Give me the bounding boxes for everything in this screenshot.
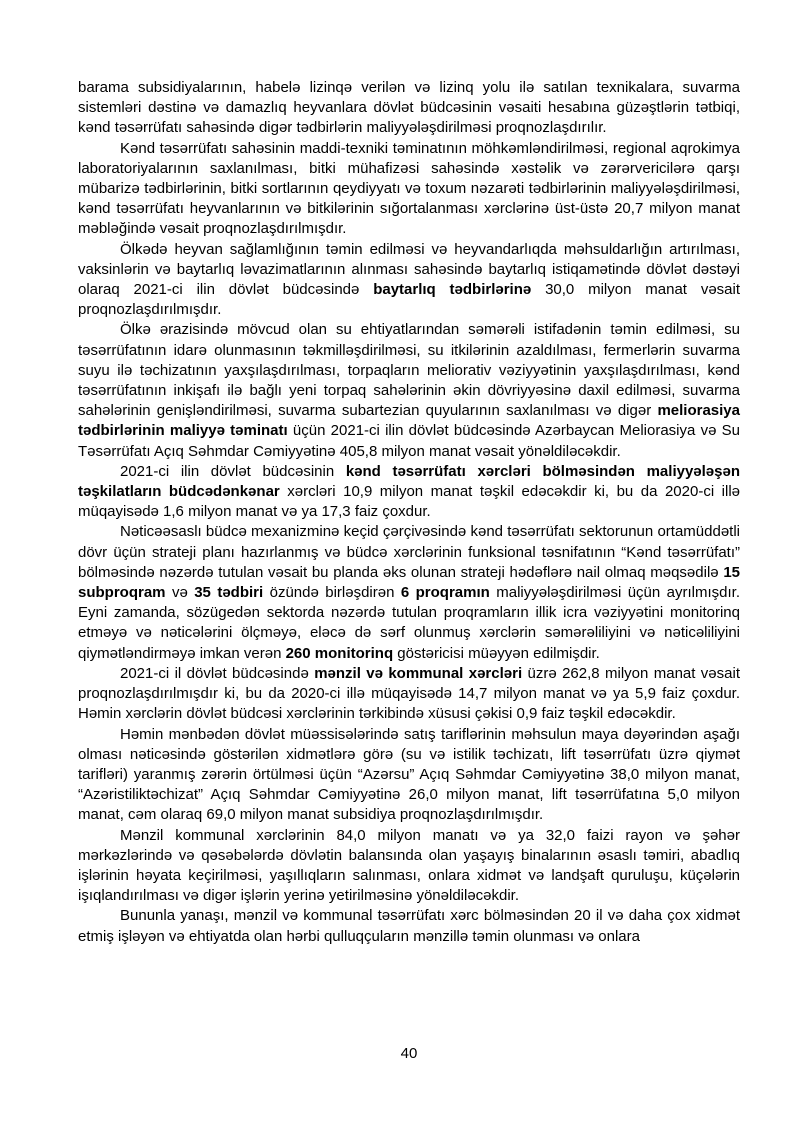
text-run: 2021-ci il dövlət büdcəsində <box>120 664 315 682</box>
text-run: və <box>165 584 195 602</box>
text-run: 2021-ci ilin dövlət büdcəsinin <box>120 462 346 480</box>
bold-text-run: 6 proqramın <box>400 584 490 602</box>
bold-text-run: 35 tədbiri <box>194 584 264 602</box>
paragraph-3 <box>78 240 740 321</box>
paragraph-7 <box>78 664 740 725</box>
text-run: Ölkədə heyvan sağlamlığının təmin edilməsi və heyvandarlıqda məhsuldarlığın artırılması, vaksinlərin və baytarlıq ləvazimatlarının alınması sahəsində baytarlıq istiqamətində dövlət dəstəyi olaraq 2021-ci ilin dövlət büdcəsində <box>78 240 740 299</box>
text-run: xərcləri 10,9 milyon manat təşkil edəcəkdir ki, bu da 2020-ci illə müqayisədə 1,6 milyon manat və ya 17,3 faiz çoxdur. <box>78 483 741 521</box>
paragraph-2 <box>78 139 740 240</box>
paragraph-1 <box>78 78 740 139</box>
bold-text-run: 260 monitorinq <box>285 644 394 662</box>
text-run: Kənd təsərrüfatı sahəsinin maddi-texniki təminatının möhkəmləndirilməsi, regional aqrokimya laboratoriyalarının saxlanılması, bitki mühafizəsi sahəsində xəstəlik və zərərvericilərə qarşı mübarizə tədbirlərinin, bitki sortlarının qeydiyyatı və toxum nəzarəti tədbirlərinin maliyyələşdirilməsi, kənd təsərrüfatı heyvanlarının və bitkilərinin sığortalanması xərclərinə üst-üstə 20,7 milyon manat məbləğində vəsait proqnozlaşdırılmışdır. <box>78 139 740 238</box>
text-run: Bununla yanaşı, mənzil və kommunal təsərrüfatı xərc bölməsindən 20 il və daha çox xidmət etmiş işləyən və ehtiyatda olan hərbi qulluqçuların mənzillə təmin olunması və onlara <box>78 907 740 945</box>
text-run: maliyyələşdirilməsi üçün ayrılmışdır. Eyni zamanda, sözügedən sektorda nəzərdə tutulan proqramların illik icra vəziyyətini monitorinq etməyə və nəticələrini ölçməyə, eləcə də sərf olunmuş xərclərin səmərəliliyini və nəticəliliyini qiymətləndirməyə imkan verən <box>78 584 741 662</box>
text-run: üzrə 262,8 milyon manat vəsait proqnozlaşdırılmışdır ki, bu da 2020-ci illə müqayisədə 14,7 milyon manat və ya 5,9 faiz çoxdur. Həmin xərclərin dövlət büdcəsi xərclərinin tərkibində xüsusi çəkisi 0,9 faiz təşkil edəcəkdir. <box>78 664 740 723</box>
paragraph-5 <box>78 462 740 523</box>
text-run: Mənzil kommunal xərclərinin 84,0 milyon manatı və ya 32,0 faizi rayon və şəhər mərkəzlərində və qəsəbələrdə dövlətin balansında olan yaşayış binalarının əsaslı təmiri, abadlıq işlərinin həyata keçirilməsi, yaşıllıqların salınması, onlara xidmət və landşaft quruluşu, küçələrin işıqlandırılması və digər işlərin yerinə yetirilməsinə yönəldiləcəkdir. <box>78 826 740 905</box>
text-run: Ölkə ərazisində mövcud olan su ehtiyatlarından səmərəli istifadənin təmin edilməsi, su təsərrüfatının idarə olunmasının təkmilləşdirilməsi, su itkilərinin azaldılması, fermerlərin suvarma suyu ilə təchizatının yaxşılaşdırılması, torpaqların meliorativ vəziyyətinin yaxşılaşdırılması, kənd təsərrüfatının inkişafı ilə bağlı yeni torpaq sahələrinin əkin dövriyyəsinə daxil edilməsi, suvarma sahələrinin genişləndirilməsi, suvarma subartezian quyularının saxlanılması və digər <box>78 321 740 420</box>
document-body <box>78 78 740 947</box>
paragraph-6 <box>78 522 740 663</box>
paragraph-9 <box>78 826 740 907</box>
paragraph-10 <box>78 906 740 946</box>
bold-text-run: 15 subproqram <box>78 563 740 602</box>
bold-text-run: meliorasiya tədbirlərinin maliyyə təminatı <box>78 402 740 440</box>
paragraph-4 <box>78 320 740 461</box>
text-run: üçün 2021-ci ilin dövlət büdcəsində Azərbaycan Meliorasiya və Su Təsərrüfatı Açıq Səhmdar Cəmiyyətinə 405,8 milyon manat vəsait yönəldiləcəkdir. <box>78 422 740 460</box>
paragraph-8 <box>78 725 740 826</box>
text-run: barama subsidiyalarının, habelə lizinqə verilən və lizinq yolu ilə satılan texnikalara, suvarma sistemləri dəstinə və damazlıq heyvanlara dövlət büdcəsinin vəsaiti hesabına güzəştlərin tətbiqi, kənd təsərrüfatı sahəsində digər tədbirlərin maliyyələşdirilməsi proqnozlaşdırılır. <box>78 79 740 137</box>
page-number: 40 <box>400 1045 418 1062</box>
bold-text-run: mənzil və kommunal xərcləri <box>314 664 523 682</box>
text-run: 30,0 milyon manat vəsait proqnozlaşdırılmışdır. <box>78 281 740 319</box>
text-run: göstəricisi müəyyən edilmişdir. <box>393 644 600 662</box>
text-run: Nəticəəsaslı büdcə mexanizminə keçid çərçivəsində kənd təsərrüfatı sektorunun ortamüddətli dövr üçün strateji planı hazırlanmış və büdcə xərclərinin funksional təsnifatının “Kənd təsərrüfatı” bölməsində nəzərdə tutulan vəsait bu planda əks olunan strateji hədəflərə nail olmaq məqsədilə <box>78 523 740 581</box>
bold-text-run: kənd təsərrüfatı xərcləri bölməsindən maliyyələşən təşkilatların büdcədənkənar <box>78 462 740 501</box>
text-run: özündə birləşdirən <box>263 584 401 602</box>
text-run: Həmin mənbədən dövlət müəssisələrində satış tariflərinin məhsulun maya dəyərindən aşağı olması nəticəsində göstərilən xidmətlərə görə (su və istilik təchizatı, lift təsərrüfatı üzrə qiymət tarifləri) yaranmış zərərin örtülməsi üçün “Azərsu” Açıq Səhmdar Cəmiyyətinə 38,0 milyon manat, “Azəristiliktəchizat” Açıq Səhmdar Cəmiyyətinə 26,0 milyon manat, lift təsərrüfatına 5,0 milyon manat, cəm olaraq 69,0 milyon manat subsidiya proqnozlaşdırılmışdır. <box>78 725 740 824</box>
bold-text-run: baytarlıq tədbirlərinə <box>373 281 532 299</box>
